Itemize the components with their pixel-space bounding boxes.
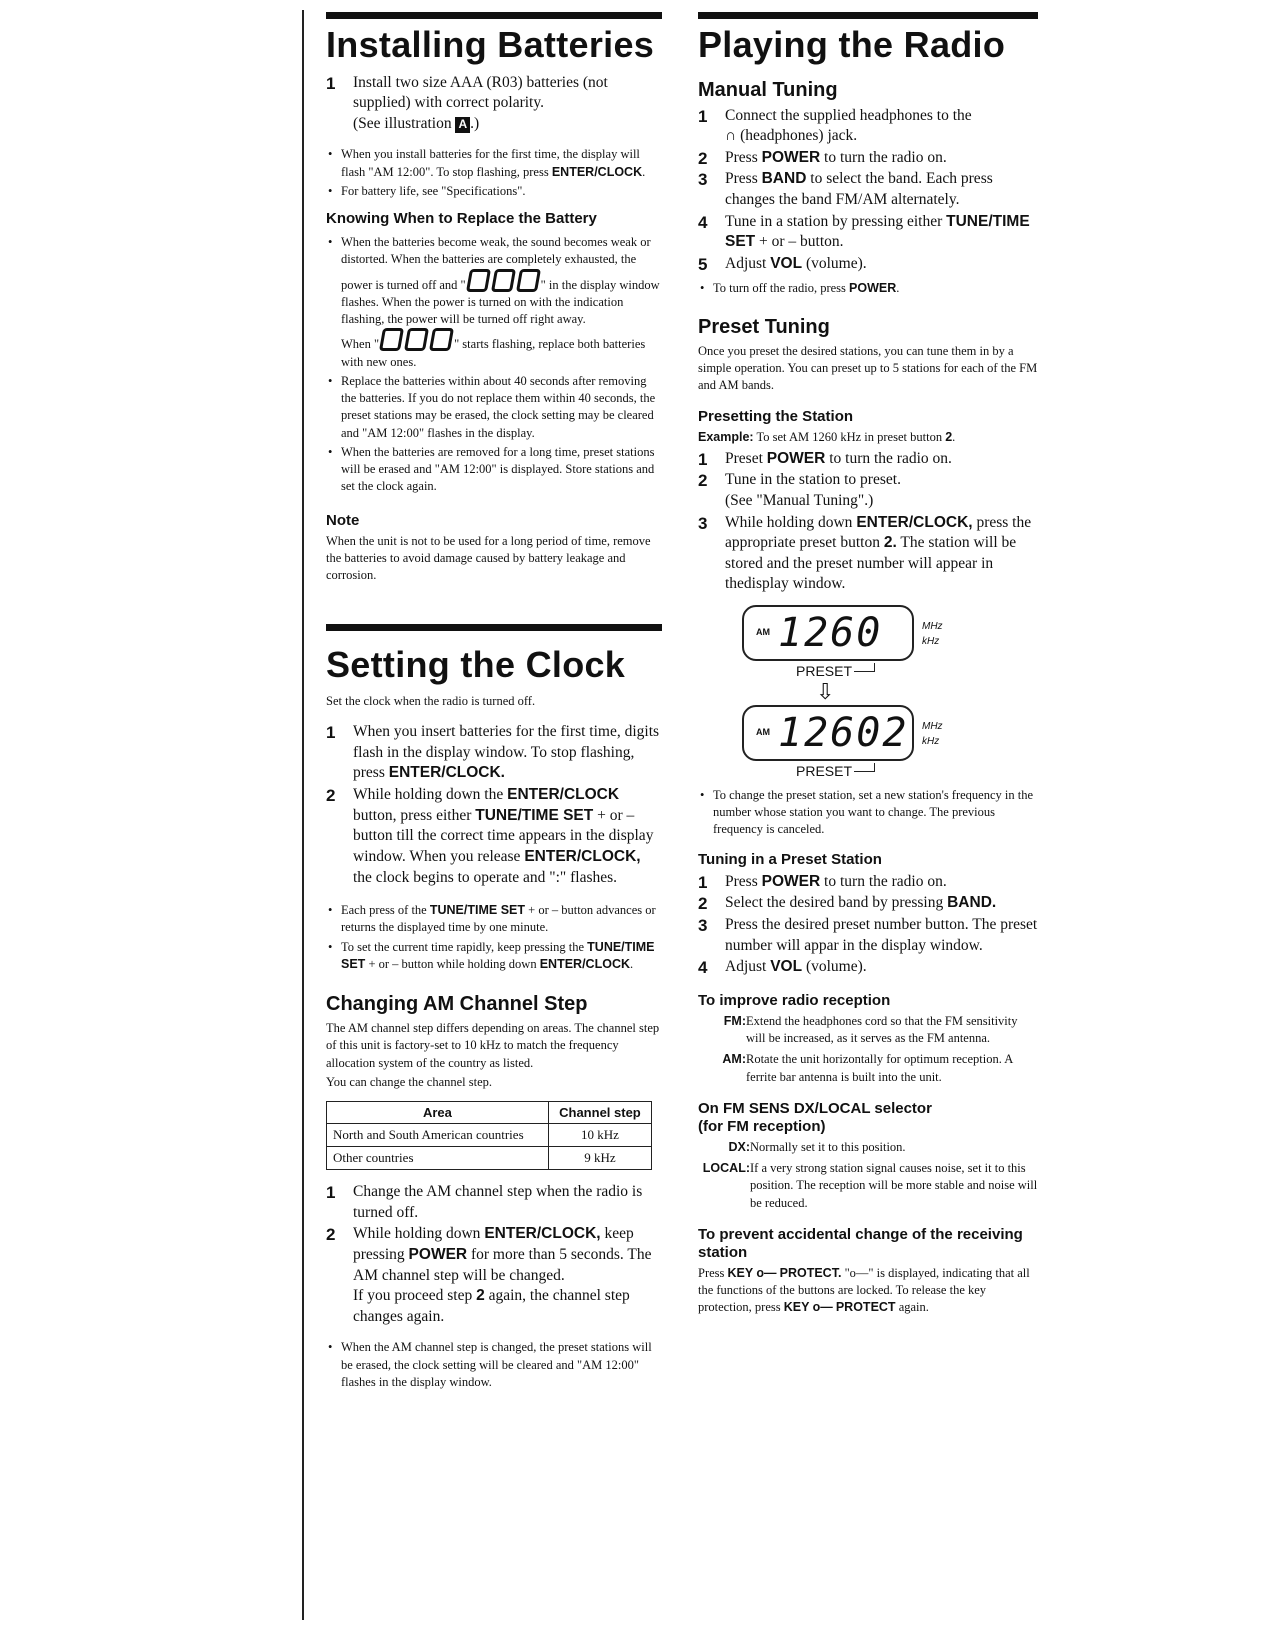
bullet-item: • For battery life, see "Specifications". [326, 183, 662, 200]
table-cell: 10 kHz [548, 1124, 651, 1147]
manual-bullets [698, 280, 1038, 297]
bullet-item: • Each press of the TUNE/TIME SET + or – button advances or returns the displayed time by one minute. [326, 902, 662, 937]
right-column [698, 0, 1038, 1319]
bullet-item: • To change the preset station, set a new station's frequency in the number whose station you want to change. The previous frequency is canceled. [698, 787, 1038, 839]
lcd-segment-icon [466, 269, 491, 292]
preset-bullets [698, 787, 1038, 839]
illustration-a-label: A [455, 117, 470, 133]
step-item: 2 Press POWER to turn the radio on. [698, 148, 947, 168]
channel-step-table [326, 1101, 652, 1170]
table-row [327, 1124, 652, 1147]
step-item: 5 Adjust VOL (volume). [698, 254, 867, 274]
lcd-segment-icon [516, 269, 541, 292]
step-item: 4 Adjust VOL (volume). [698, 958, 867, 978]
example-line: Example: To set AM 1260 kHz in preset button 2. [698, 430, 956, 445]
step-item: 3 While holding down ENTER/CLOCK, press the appropriate preset button 2. The station will be stored and the preset number will appear in thedisplay window. [698, 513, 1032, 593]
radio-title: Playing the Radio [698, 24, 1006, 65]
preset-heading: Preset Tuning [698, 315, 830, 338]
step-item: 2 Tune in the station to preset. (See "Manual Tuning".) [698, 471, 901, 509]
lcd-segment-icon [404, 328, 429, 351]
bullet-item: • When the AM channel step is changed, the preset stations will be erased, the clock setting will be cleared and "AM 12:00" flashes in the display window. [326, 1339, 662, 1391]
definition-item: LOCAL: If a very strong station signal causes noise, set it to this position. The reception will be more stable and noise will be reduced. [702, 1161, 1038, 1210]
down-arrow-icon: ⇩ [816, 678, 835, 704]
prevent-text: Press KEY o— PROTECT. "o—" is displayed, indicating that all the functions of the buttons are locked. To release the key protection, press KEY o— PROTECT again. [698, 1265, 1030, 1315]
bullet-item: • To set the current time rapidly, keep pressing the TUNE/TIME SET + or – button while holding down ENTER/CLOCK. [326, 939, 662, 974]
manual-heading: Manual Tuning [698, 78, 838, 101]
section-rule [326, 624, 662, 631]
lcd-display [742, 605, 943, 661]
definition-item: AM: Rotate the unit horizontally for optimum reception. A ferrite bar antenna is built into the unit. [722, 1052, 1013, 1084]
presetting-heading: Presetting the Station [698, 408, 854, 426]
step-item: 1 Press POWER to turn the radio on. [698, 872, 947, 892]
key-icon: o— [812, 1300, 833, 1315]
table-cell: North and South American countries [327, 1124, 549, 1147]
presetting-steps [698, 449, 1038, 595]
preset-intro: Once you preset the desired stations, you can tune them in by a simple operation. You can preset up to 5 stations for each of the FM and AM bands. [698, 343, 1038, 393]
bullet-item: • To turn off the radio, press POWER. [698, 280, 1038, 297]
amstep-heading: Changing AM Channel Step [326, 993, 588, 1016]
table-header: Channel step [548, 1102, 651, 1124]
installing-title: Installing Batteries [326, 24, 655, 65]
note-text: When the unit is not to be used for a long period of time, remove the batteries to avoid damage caused by battery leakage and corrosion. [326, 533, 651, 583]
display-illustration [698, 605, 1028, 779]
left-column [326, 0, 662, 1397]
improve-heading: To improve radio reception [698, 991, 891, 1009]
installing-bullets [326, 146, 662, 200]
definition-item: FM: Extend the headphones cord so that the FM sensitivity will be increased, as it serves as the FM antenna. [723, 1013, 1018, 1046]
key-icon: o— [756, 1265, 777, 1280]
amstep-steps [326, 1182, 662, 1327]
definition-item: DX: Normally set it to this position. [728, 1139, 906, 1154]
sens-defs [698, 1139, 1038, 1212]
step-item: 1 Install two size AAA (R03) batteries (not supplied) with correct polarity. (See illustration A .) [326, 73, 608, 132]
sens-heading: On FM SENS DX/LOCAL selector (for FM reception) [698, 1099, 932, 1135]
clock-intro: Set the clock when the radio is turned off. [326, 694, 536, 709]
step-item: 1 Change the AM channel step when the radio is turned off. [326, 1183, 643, 1221]
headphones-icon: ∩ [725, 127, 737, 145]
clock-bullets [326, 902, 662, 973]
table-row [327, 1147, 652, 1170]
lcd-segment-icon [491, 269, 516, 292]
table-header: Area [327, 1102, 549, 1124]
step-item: 3 Press BAND to select the band. Each press changes the band FM/AM alternately. [698, 170, 993, 209]
bullet-item: • When you install batteries for the first time, the display will flash "AM 12:00". To stop flashing, press ENTER/CLOCK. [326, 146, 662, 181]
bullet-item: • When the batteries are removed for a long time, preset stations will be erased and "AM 12:00" is displayed. Store stations and set the clock again. [326, 444, 662, 496]
step-item: 1 Preset POWER to turn the radio on. [698, 449, 952, 469]
amstep-intro: The AM channel step differs depending on areas. The channel step of this unit is factory-set to 10 kHz to match the frequency allocation system of the country as listed. [326, 1021, 660, 1070]
bullet-item: • Replace the batteries within about 40 seconds after removing the batteries. If you do not replace them within 40 seconds, the preset stations may be erased, the clock setting may be cleared and "AM 12:00" flashes in the display. [326, 373, 662, 442]
lcd-units: MHz kHz [922, 620, 943, 647]
step-item: 4 Tune in a station by pressing either TUNE/TIME SET + or – button. [698, 212, 1030, 251]
lcd-digits: 12602 [778, 709, 909, 756]
lcd-digits: 1260 [778, 609, 883, 656]
page-margin-line [302, 10, 304, 1620]
section-rule [326, 12, 662, 19]
step-item: 2 While holding down ENTER/CLOCK, keep pressing POWER for more than 5 seconds. The AM channel step will be changed. If you proceed step 2 again, the channel step changes again. [326, 1225, 652, 1325]
lcd-segment-icon [429, 328, 454, 351]
step-item: 1 When you insert batteries for the first time, digits flash in the display window. To stop flashing, press ENTER/CLOCK. [326, 723, 660, 782]
lcd-segment-icon [379, 328, 404, 351]
preset-label: PRESET [796, 763, 1028, 779]
lcd-display [742, 705, 943, 761]
step-item: 1 Connect the supplied headphones to the ∩ (headphones) jack. [698, 106, 972, 145]
step-item: 2 While holding down the ENTER/CLOCK button, press either TUNE/TIME SET + or – button till the correct time appears in the display window. When you release ENTER/CLOCK, the clock begins to operate and ":" flashes. [326, 786, 654, 886]
table-cell: 9 kHz [548, 1147, 651, 1170]
note-heading: Note [326, 511, 360, 529]
improve-defs [698, 1013, 1038, 1086]
step-item: 2 Select the desired band by pressing BAND. [698, 894, 997, 914]
amstep-intro2: You can change the channel step. [326, 1074, 493, 1089]
bullet-item: • When the batteries become weak, the sound becomes weak or distorted. When the batteries are completely exhausted, the power is turned off and " " in the display window flashes. When the power is turned on with the indication flashing, the power will be turned off right away. When " " starts flashing, replace both batteries with new ones. [326, 234, 662, 371]
lcd-band: AM [756, 626, 770, 637]
lcd-band: AM [756, 726, 770, 737]
tuning-heading: Tuning in a Preset Station [698, 850, 882, 868]
replace-heading: Knowing When to Replace the Battery [326, 210, 597, 228]
section-rule [698, 12, 1038, 19]
prevent-heading: To prevent accidental change of the receiving station [698, 1225, 1023, 1261]
clock-title: Setting the Clock [326, 644, 626, 686]
installing-steps [326, 73, 662, 135]
amstep-bullets [326, 1339, 662, 1391]
preset-label: PRESET [796, 663, 1028, 679]
table-cell: Other countries [327, 1147, 549, 1170]
manual-steps [698, 106, 1038, 275]
clock-steps [326, 722, 662, 888]
lcd-units: MHz kHz [922, 720, 943, 747]
step-item: 3 Press the desired preset number button. The preset number will appar in the display window. [698, 915, 1038, 954]
replace-bullets [326, 234, 662, 496]
tuning-steps [698, 872, 1038, 978]
